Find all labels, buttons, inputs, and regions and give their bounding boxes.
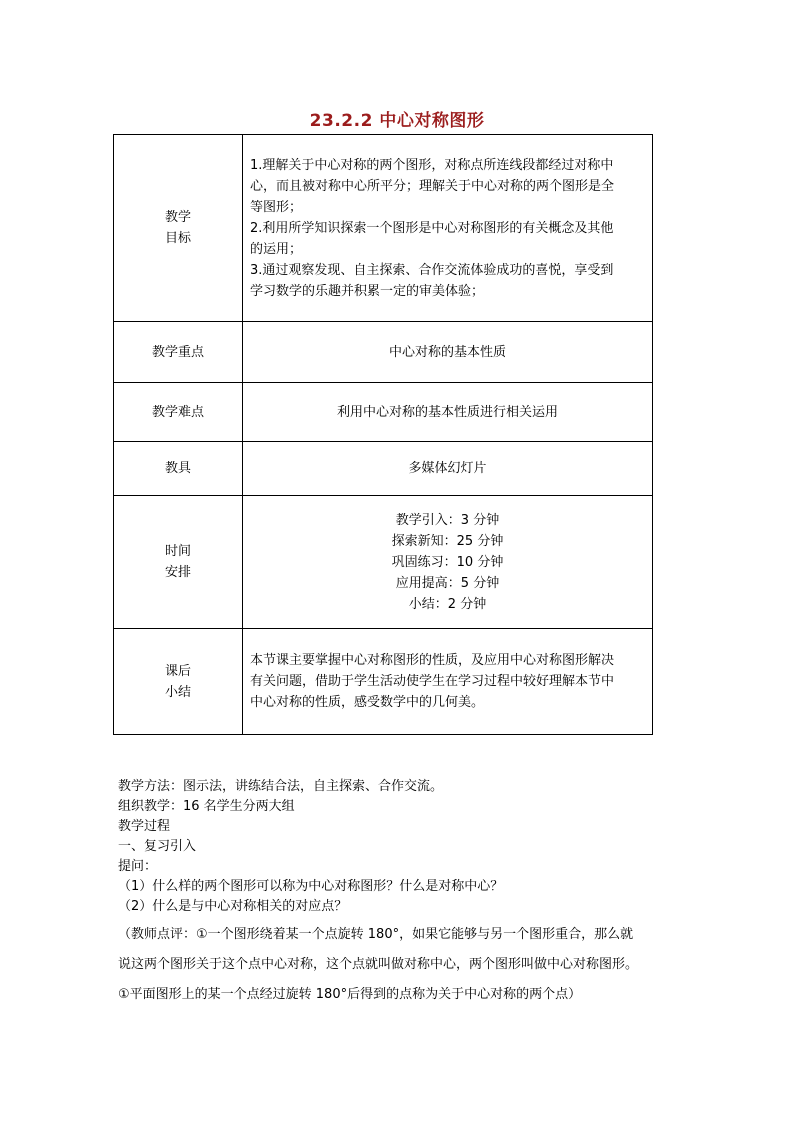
page-title: 23.2.2 中心对称图形 <box>309 111 485 131</box>
section-heading-review: 一、复习引入 <box>118 839 197 854</box>
summary-content-cell <box>243 629 653 735</box>
table-row-key-point <box>114 322 653 383</box>
tools-content: 多媒体幻灯片 <box>243 442 653 496</box>
table-row-difficulty <box>114 383 653 442</box>
time-item-3: 巩固练习：10 分钟 <box>391 554 504 570</box>
lesson-body <box>118 777 738 1010</box>
lesson-plan-table <box>113 134 653 735</box>
time-item-5: 小结：2 分钟 <box>408 596 487 612</box>
time-content-cell <box>243 496 653 629</box>
time-label-line-2: 安排 <box>164 565 191 580</box>
objectives-label-line-2: 目标 <box>164 231 191 246</box>
summary-line-3: 中心对称的性质，感受数学中的几何美。 <box>250 695 485 710</box>
teaching-method: 教学方法：图示法，讲练结合法，自主探索、合作交流。 <box>118 779 444 794</box>
objectives-line-6: 3.通过观察发现、自主探索、合作交流体验成功的喜悦，享受到 <box>250 262 614 278</box>
class-organization: 组织教学：16 名学生分两大组 <box>118 799 295 814</box>
objectives-line-4: 2.利用所学知识探索一个图形是中心对称图形的有关概念及其他 <box>250 220 614 236</box>
difficulty-content: 利用中心对称的基本性质进行相关运用 <box>243 383 653 442</box>
key-point-content: 中心对称的基本性质 <box>243 322 653 383</box>
table-row-time <box>114 496 653 629</box>
comment-line-2: 说这两个图形关于这个点中心对称，这个点就叫做对称中心，两个图形叫做中心对称图形。 <box>118 957 639 972</box>
summary-label-line-2: 小结 <box>164 684 191 700</box>
summary-label-cell <box>114 629 243 735</box>
teacher-comment <box>118 920 738 1010</box>
time-item-1: 教学引入：3 分钟 <box>395 512 500 528</box>
objectives-line-1: 1.理解关于中心对称的两个图形，对称点所连线段都经过对称中 <box>250 157 614 173</box>
summary-line-2: 有关问题，借助于学生活动使学生在学习过程中较好理解本节中 <box>250 674 615 689</box>
time-label-cell <box>114 496 243 629</box>
objectives-line-5: 的运用； <box>250 241 303 257</box>
question-2: （2）什么是与中心对称相关的对应点？ <box>118 899 348 914</box>
question-1: （1）什么样的两个图形可以称为中心对称图形？什么是对称中心？ <box>118 879 504 894</box>
question-intro: 提问： <box>118 859 158 874</box>
objectives-line-7: 学习数学的乐趣并积累一定的审美体验； <box>250 283 485 299</box>
process-heading: 教学过程 <box>118 819 171 834</box>
table-row-tools <box>114 442 653 496</box>
difficulty-label: 教学难点 <box>114 383 243 442</box>
table-row-objectives <box>114 135 653 322</box>
time-item-4: 应用提高：5 分钟 <box>395 575 500 591</box>
objectives-label-line-1: 教学 <box>164 210 191 225</box>
time-label-line-1: 时间 <box>164 544 191 559</box>
key-point-label: 教学重点 <box>114 322 243 383</box>
objectives-line-3: 等图形； <box>250 199 303 215</box>
objectives-line-2: 心，而且被对称中心所平分；理解关于中心对称的两个图形是全 <box>250 178 615 194</box>
comment-line-1: （教师点评：①一个图形绕着某一个点旋转 180°，如果它能够与另一个图形重合，那么就 <box>118 927 634 942</box>
tools-label: 教具 <box>114 442 243 496</box>
summary-label-line-1: 课后 <box>164 663 191 679</box>
comment-line-3: ①平面图形上的某一个点经过旋转 180°后得到的点称为关于中心对称的两个点） <box>118 987 582 1002</box>
table-row-summary <box>114 629 653 735</box>
summary-line-1: 本节课主要掌握中心对称图形的性质，及应用中心对称图形解决 <box>250 653 615 668</box>
objectives-label-cell <box>114 135 243 322</box>
time-item-2: 探索新知：25 分钟 <box>391 533 504 549</box>
objectives-content-cell <box>243 135 653 322</box>
